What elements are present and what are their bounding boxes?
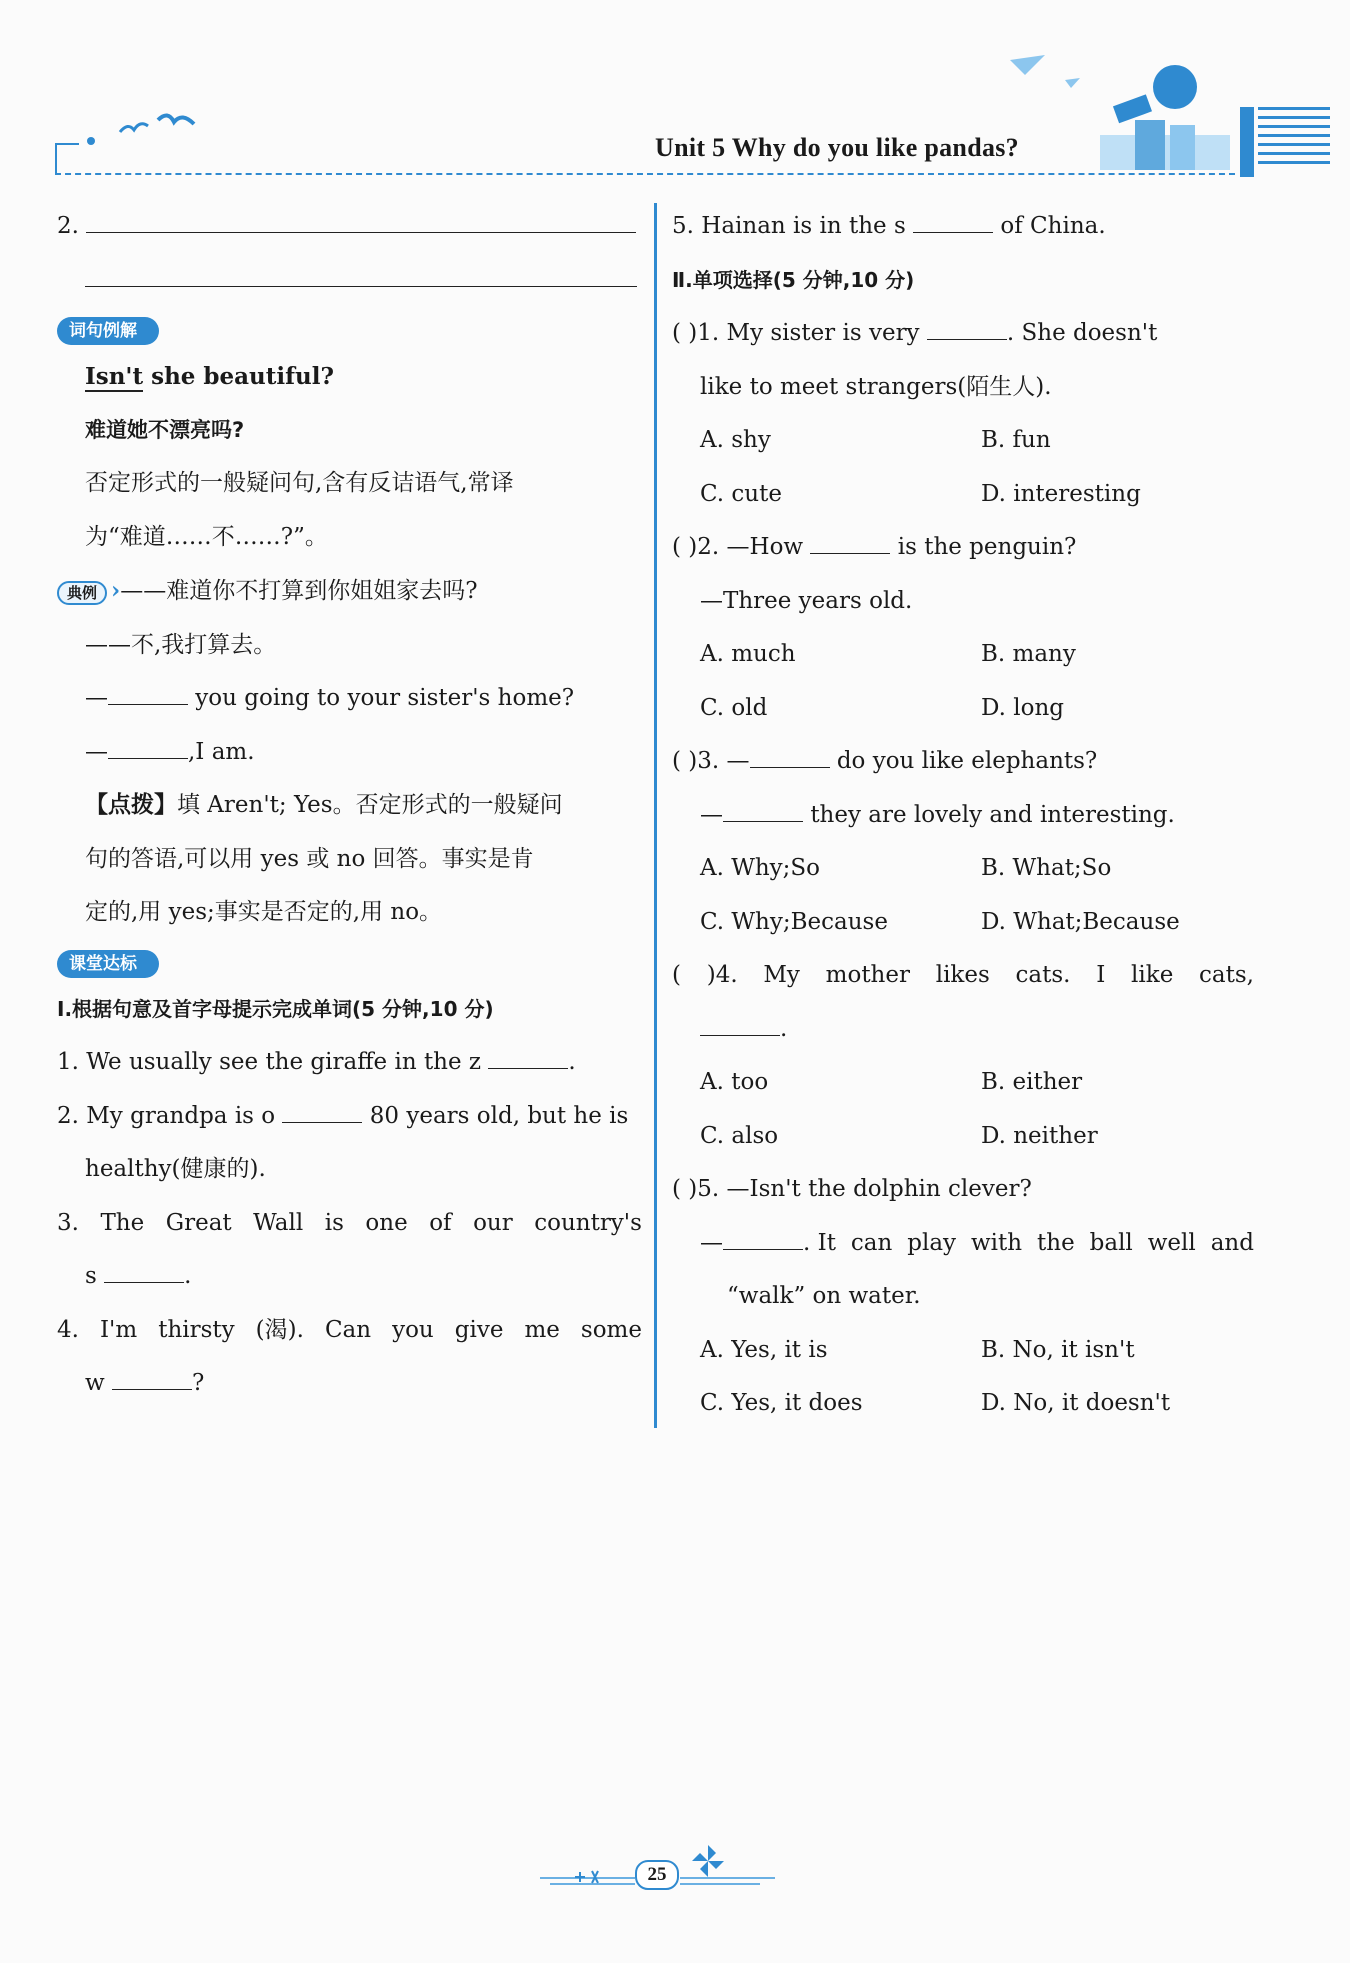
mc-question-5: ( )5. —Isn't the dolphin clever? (672, 1176, 1032, 1202)
example-sentence-en: Isn't she beautiful? (85, 363, 334, 390)
tip-line: 句的答语,可以用 yes 或 no 回答。事实是肯 (85, 845, 534, 872)
header-divider (55, 173, 1235, 175)
fill-blank[interactable] (282, 1102, 362, 1123)
section-2-title: Ⅱ.单项选择(5 分钟,10 分) (672, 267, 915, 292)
example-answer-zh: ——不,我打算去。 (85, 631, 277, 658)
bird-icon (110, 110, 200, 150)
example-fill-line-1: — you going to your sister's home? (85, 685, 575, 711)
tip-line: 定的,用 yes;事实是否定的,用 no。 (85, 899, 443, 925)
mc-question-2: ( )2. —How is the penguin? (672, 534, 1077, 560)
option-c[interactable]: C. cute (700, 480, 782, 507)
telescope-boy-icon (1095, 65, 1235, 175)
option-b[interactable]: B. fun (981, 427, 1051, 453)
mc-options (672, 628, 1262, 682)
s1-question-3: 3. The Great Wall is one of our country's (57, 1209, 642, 1236)
fill-blank[interactable] (700, 1015, 780, 1036)
example-question-zh: 典例 ›——难道你不打算到你姐姐家去吗? (57, 564, 642, 619)
option-d[interactable]: D. No, it doesn't (981, 1390, 1171, 1416)
header-dot-decoration (87, 137, 95, 145)
right-column (672, 200, 1262, 1431)
explanation-line: 否定形式的一般疑问句,含有反诘语气,常译 (85, 470, 514, 496)
section-tag-explain: 词句例解 (57, 317, 159, 345)
option-b[interactable]: B. No, it isn't (981, 1336, 1135, 1363)
mc-question-3-cont: — they are lovely and interesting. (700, 801, 1175, 828)
s1-question-3-cont: s . (85, 1263, 192, 1289)
header-bracket-decoration (55, 143, 79, 175)
option-a[interactable]: A. shy (700, 427, 771, 453)
s1-question-2: 2. My grandpa is o 80 years old, but he is (57, 1102, 629, 1129)
option-b[interactable]: B. many (981, 641, 1076, 667)
mc-options (672, 414, 1262, 468)
s1-question-2-cont: healthy(健康的). (85, 1156, 266, 1182)
mc-options (672, 896, 1262, 950)
s1-question-4-cont: w ? (85, 1370, 205, 1396)
page-header (55, 95, 1330, 185)
mc-options (672, 1377, 1262, 1431)
mc-options (672, 1110, 1262, 1164)
fill-blank[interactable] (108, 684, 188, 705)
mc-options (672, 682, 1262, 736)
mc-question-1: ( )1. My sister is very . She doesn't (672, 320, 1158, 346)
option-d[interactable]: D. neither (981, 1122, 1098, 1149)
s1-question-1: 1. We usually see the giraffe in the z . (57, 1049, 576, 1075)
example-sentence-zh: 难道她不漂亮吗? (85, 417, 245, 442)
option-b[interactable]: B. What;So (981, 855, 1112, 881)
mc-question-4: ( )4. My mother likes cats. I like cats, (672, 962, 1254, 988)
option-d[interactable]: D. What;Because (981, 908, 1180, 935)
fill-blank[interactable] (112, 1369, 192, 1390)
fill-blank[interactable] (810, 533, 890, 554)
mc-question-2-cont: —Three years old. (700, 587, 913, 614)
option-d[interactable]: D. interesting (981, 480, 1141, 507)
fill-blank[interactable] (488, 1048, 568, 1069)
page-footer (540, 1855, 780, 1895)
mc-question-3: ( )3. — do you like elephants? (672, 748, 1098, 774)
option-a[interactable]: A. too (700, 1069, 769, 1095)
mc-options (672, 468, 1262, 522)
left-column (57, 200, 642, 1411)
option-b[interactable]: B. either (981, 1069, 1083, 1095)
mc-options (672, 1324, 1262, 1378)
answer-line-2 (57, 200, 642, 254)
fill-blank[interactable] (104, 1262, 184, 1283)
mc-options (672, 1056, 1262, 1110)
mc-question-1-cont: like to meet strangers(陌生人). (700, 373, 1052, 400)
pinwheel-icon (690, 1843, 726, 1879)
fill-blank[interactable] (913, 212, 993, 233)
s1-question-4: 4. I'm thirsty (渴). Can you give me some (57, 1316, 642, 1343)
fill-blank[interactable] (723, 801, 803, 822)
example-tag: 典例 (57, 581, 107, 605)
tip-line: 【点拨】填 Aren't; Yes。否定形式的一般疑问 (85, 792, 563, 818)
section-1-title: Ⅰ.根据句意及首字母提示完成单词(5 分钟,10 分) (57, 996, 494, 1021)
option-d[interactable]: D. long (981, 694, 1064, 721)
fill-blank[interactable] (927, 319, 1007, 340)
answer-blank[interactable] (86, 204, 636, 233)
page-number: 25 (635, 1860, 679, 1890)
fill-blank[interactable] (108, 738, 188, 759)
question-number: 2. (57, 213, 79, 239)
example-fill-line-2: — ,I am. (85, 738, 255, 765)
column-divider (654, 203, 657, 1428)
option-c[interactable]: C. old (700, 694, 768, 721)
answer-blank[interactable] (85, 258, 637, 287)
option-a[interactable]: A. Why;So (700, 855, 821, 881)
mc-question-5-cont2: “walk” on water. (727, 1283, 921, 1309)
explanation-line: 为“难道……不……?”。 (85, 523, 328, 550)
fill-blank[interactable] (723, 1229, 803, 1250)
option-c[interactable]: C. Yes, it does (700, 1390, 863, 1416)
option-c[interactable]: C. Why;Because (700, 908, 888, 935)
star-icon (570, 1867, 610, 1887)
mc-question-4-cont: . (672, 1003, 1262, 1057)
unit-title: Unit 5 Why do you like pandas? (655, 133, 1019, 162)
mc-question-5-cont: — . It can play with the ball well and (700, 1229, 1254, 1256)
option-a[interactable]: A. Yes, it is (700, 1336, 828, 1363)
s1-question-5: 5. Hainan is in the s of China. (672, 213, 1106, 239)
option-c[interactable]: C. also (700, 1122, 779, 1149)
header-stripes-decoration (1240, 107, 1330, 177)
mc-options (672, 842, 1262, 896)
section-tag-class: 课堂达标 (57, 950, 159, 978)
fill-blank[interactable] (750, 747, 830, 768)
option-a[interactable]: A. much (700, 641, 796, 667)
